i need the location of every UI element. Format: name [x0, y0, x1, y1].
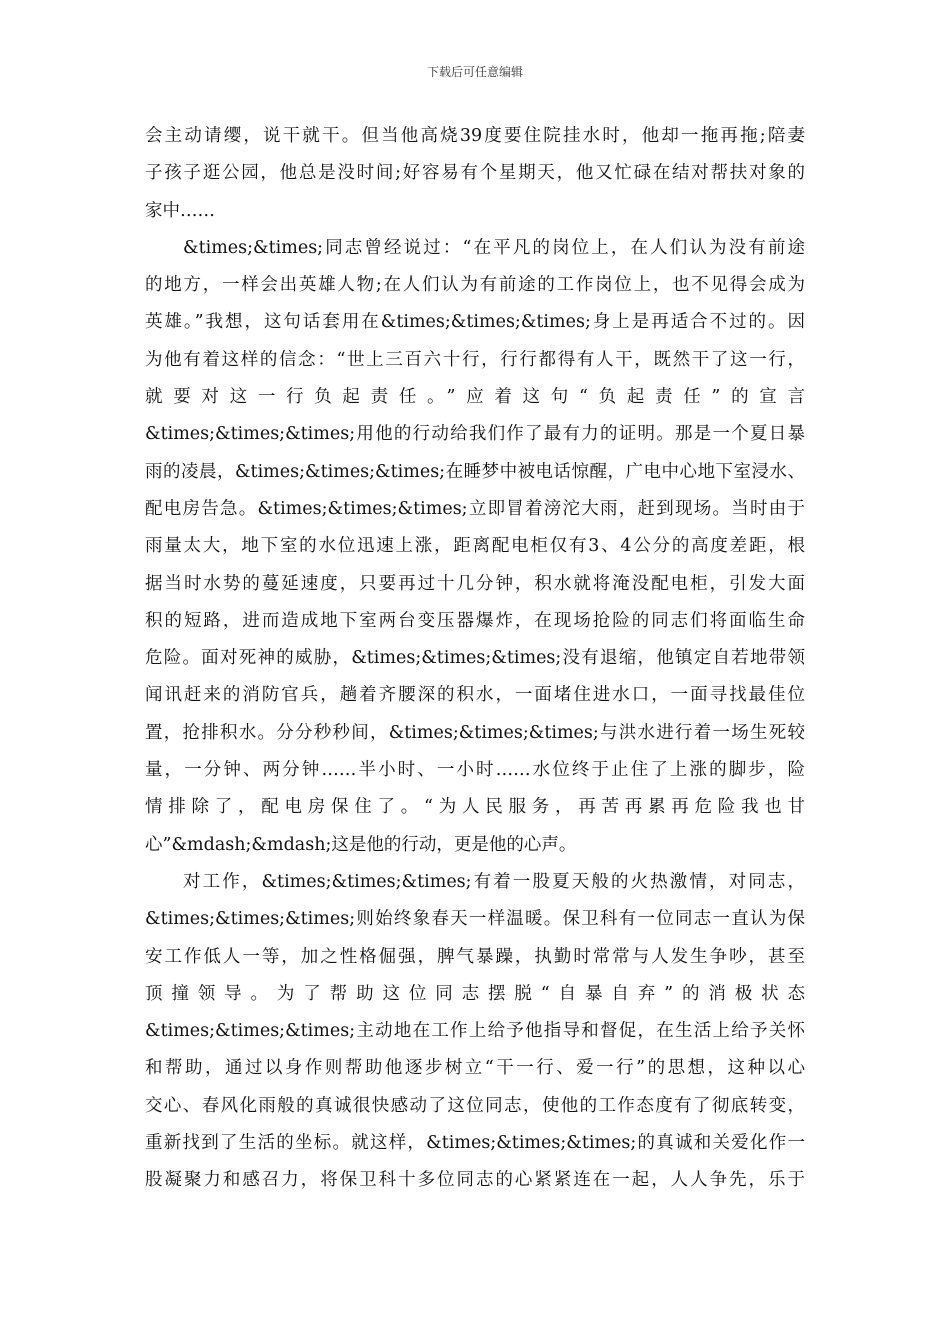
- text-line: 雨量太大，地下室的水位迅速上涨，距离配电柜仅有3、4公分的高度差距，根: [145, 536, 805, 557]
- text-line: 为他有着这样的信念：“世上三百六十行，行行都得有人干，既然干了这一行，: [145, 349, 805, 370]
- text-line: 英雄。”我想，这句话套用在&times;&times;&times;身上是再适合不过的。因: [145, 312, 805, 333]
- document-body: [145, 118, 805, 1200]
- text-line: &times;&times;&times;则始终象春天一样温暖。保卫科有一位同志一直认为保: [145, 909, 805, 930]
- text-line: 危险。面对死神的威胁，&times;&times;&times;没有退缩，他镇定自若地带领: [145, 648, 805, 669]
- text-line: 配电房告急。&times;&times;&times;立即冒着滂沱大雨，赶到现场。当时由于: [145, 498, 805, 519]
- text-line: 闻讯赶来的消防官兵，趟着齐腰深的积水，一面堵住进水口，一面寻找最佳位: [145, 685, 805, 706]
- text-line: 家中……: [145, 200, 215, 221]
- text-line: 积的短路，进而造成地下室两台变压器爆炸，在现场抢险的同志们将面临生命: [145, 610, 805, 631]
- text-line: 和帮助，通过以身作则帮助他逐步树立“干一行、爱一行”的思想，这种以心: [145, 1058, 805, 1079]
- text-line: 重新找到了生活的坐标。就这样，&times;&times;&times;的真诚和关爱化作一: [145, 1133, 805, 1154]
- text-line: 雨的凌晨，&times;&times;&times;在睡梦中被电话惊醒，广电中心地下室浸水、: [145, 461, 805, 482]
- text-line: &times;&times;&times;主动地在工作上给予他指导和督促，在生活上给予关怀: [145, 1021, 805, 1042]
- text-line: 据当时水势的蔓延速度，只要再过十几分钟，积水就将淹没配电柜，引发大面: [145, 573, 805, 594]
- text-line: 的地方，一样会出英雄人物;在人们认为有前途的工作岗位上，也不见得会成为: [145, 275, 805, 296]
- text-line: 会主动请缨，说干就干。但当他高烧39度要住院挂水时，他却一拖再拖;陪妻: [145, 126, 805, 146]
- text-line: &times;&times;&times;用他的行动给我们作了最有力的证明。那是一个夏日暴: [145, 424, 805, 445]
- text-line: 股凝聚力和感召力，将保卫科十多位同志的心紧紧连在一起，人人争先，乐于: [145, 1170, 805, 1191]
- text-line: 子孩子逛公园，他总是没时间;好容易有个星期天，他又忙碌在结对帮扶对象的: [145, 163, 805, 184]
- page-header: 下载后可任意编辑: [426, 65, 523, 79]
- text-line: 情排除了，配电房保住了。“为人民服务，再苦再累再危险我也甘: [145, 797, 805, 818]
- text-line: 交心、春风化雨般的真诚很快感动了这位同志，使他的工作态度有了彻底转变，: [145, 1095, 805, 1116]
- text-line: 心”&mdash;&mdash;这是他的行动，更是他的心声。: [145, 834, 577, 855]
- text-line: 顶撞领导。为了帮助这位同志摆脱“自暴自弃”的消极状态: [145, 983, 805, 1004]
- text-line: 安工作低人一等，加之性格倔强，脾气暴躁，执勤时常常与人发生争吵，甚至: [145, 946, 805, 967]
- paragraph-first-line: &times;&times;同志曾经说过：“在平凡的岗位上，在人们认为没有前途: [183, 237, 805, 258]
- text-line: 量，一分钟、两分钟……半小时、一小时……水位终于止住了上涨的脚步，险: [145, 760, 805, 781]
- text-line: 就要对这一行负起责任。”应着这句“负起责任”的宣言: [145, 387, 805, 408]
- paragraph-first-line: 对工作，&times;&times;&times;有着一股夏天般的火热激情，对同志，: [183, 871, 805, 892]
- text-line: 置，抢排积水。分分秒秒间，&times;&times;&times;与洪水进行着一场生死较: [145, 722, 805, 743]
